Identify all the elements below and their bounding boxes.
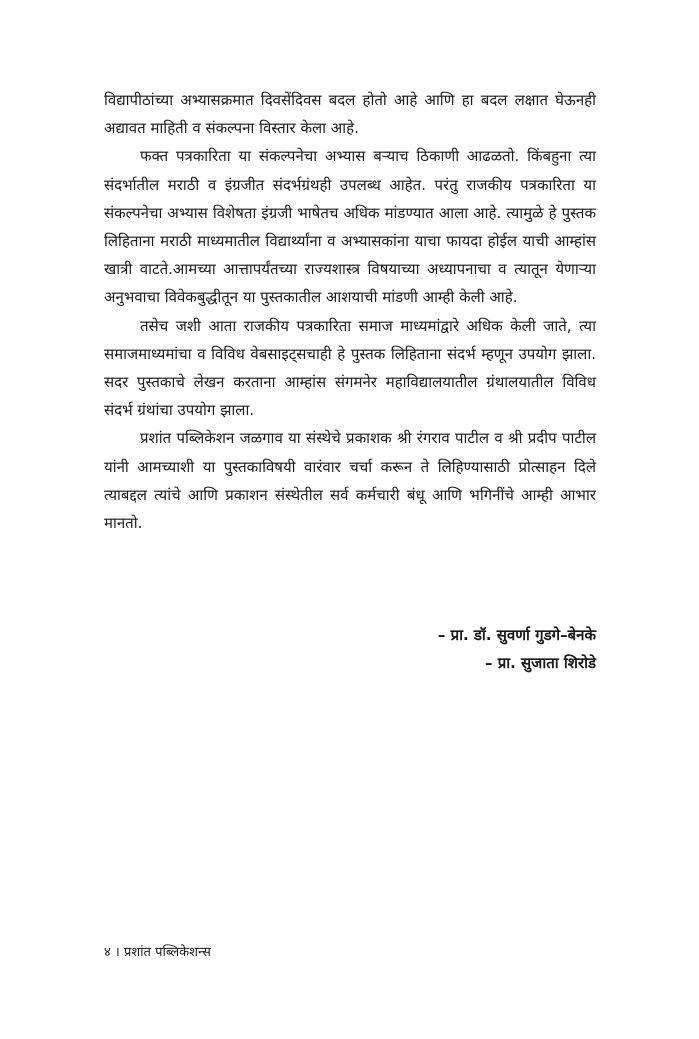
paragraph-2: फक्त पत्रकारिता या संकल्पनेचा अभ्यास बऱ्याच ठिकाणी आढळतो. किंबहुना त्या संदर्भातील मराठी व इंग्रजीत संदर्भग्रंथही उपलब्ध आहेत. परंतु राजकीय पत्रकारिता या संकल्पनेचा अभ्यास विशेषता इंग्रजी भाषेतच अधिक मांडण्यात आला आहे. त्यामुळे हे पुस्तक लिहिताना मराठी माध्यमातील विद्यार्थ्यांना व अभ्यासकांना याचा फायदा होईल याची आम्हांस खात्री वाटते.आमच्या आत्तापर्यंतच्या राज्यशास्त्र विषयाच्या अध्यापनाचा व त्यातून येणाऱ्या अनुभवाचा विवेकबुद्धीतून या पुस्तकातील आशयाची मांडणी आम्ही केली आहे. bbox=[104, 147, 596, 307]
author-signatures bbox=[438, 621, 596, 677]
preface-body bbox=[104, 86, 596, 537]
author-2-name: – प्रा. सुजाता शिरोडे bbox=[484, 654, 596, 672]
paragraph-3: तसेच जशी आता राजकीय पत्रकारिता समाज माध्यमांद्वारे अधिक केली जाते, त्या समाजमाध्यमांचा व विविध वेबसाइट्सचाही हे पुस्तक लिहिताना संदर्भ म्हणून उपयोग झाला. सदर पुस्तकाचे लेखन करताना आम्हांस संगमनेर महाविद्यालयातील ग्रंथालयातील विविध संदर्भ ग्रंथांचा उपयोग झाला. bbox=[104, 316, 596, 420]
page-footer: ४ । प्रशांत पब्लिकेशन्स bbox=[104, 945, 211, 960]
paragraph-1: विद्यापीठांच्या अभ्यासक्रमात दिवसेंदिवस बदल होतो आहे आणि हा बदल लक्षात घेऊनही अद्यावत माहिती व संकल्पना विस्तार केला आहे. bbox=[104, 91, 596, 138]
paragraph-4: प्रशांत पब्लिकेशन जळगाव या संस्थेचे प्रकाशक श्री रंगराव पाटील व श्री प्रदीप पाटील यांनी आमच्याशी या पुस्तकाविषयी वारंवार चर्चा करून ते लिहिण्यासाठी प्रोत्साहन दिले त्याबद्दल त्यांचे आणि प्रकाशन संस्थेतील सर्व कर्मचारी बंधू आणि भगिनींचे आम्ही आभार मानतो. bbox=[104, 429, 596, 533]
author-1-name: – प्रा. डॉ. सुवर्णा गुडगे–बेनके bbox=[437, 626, 596, 644]
